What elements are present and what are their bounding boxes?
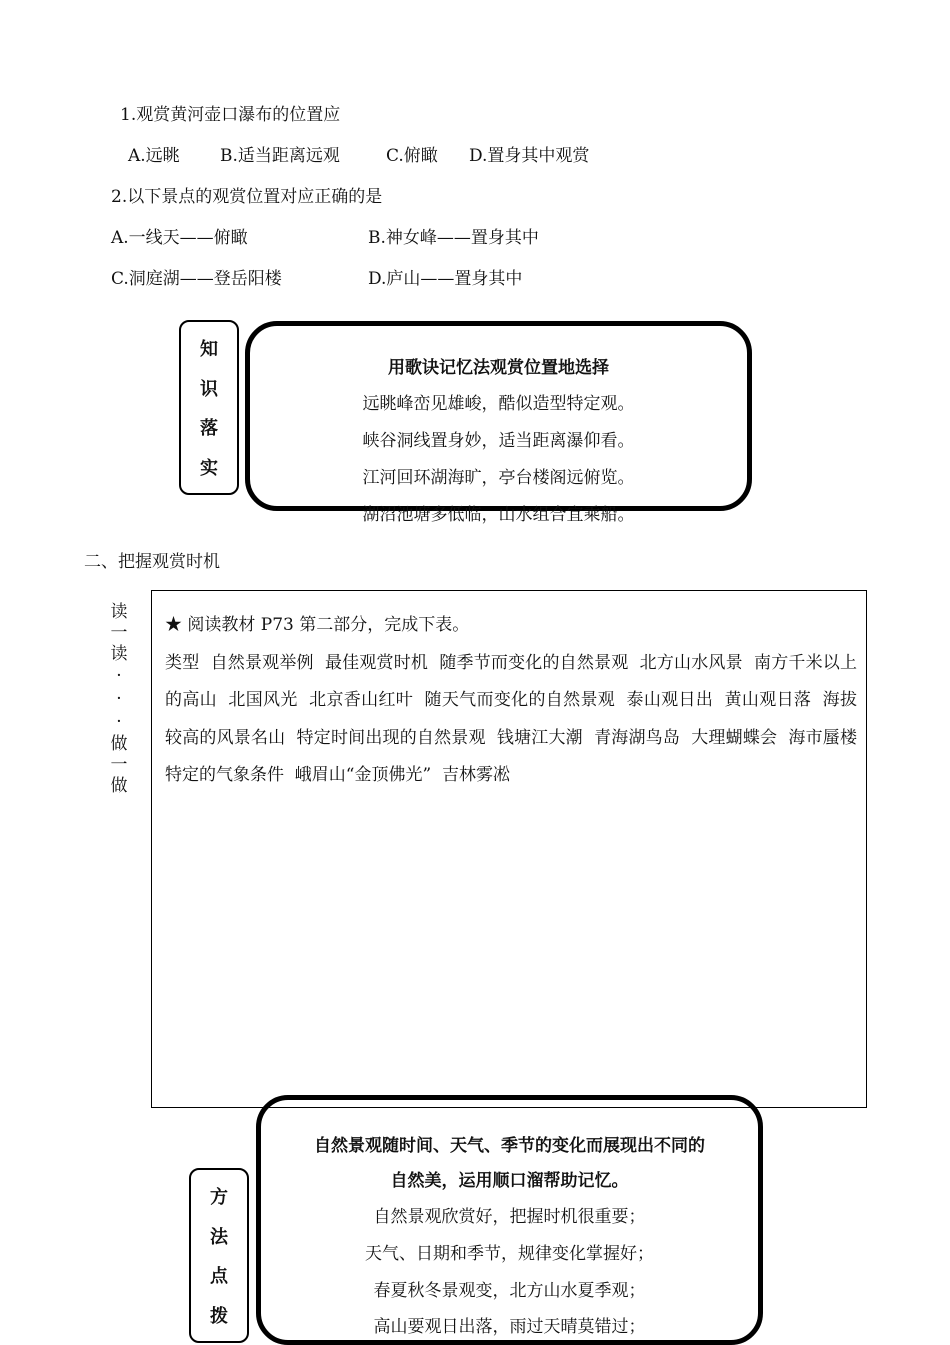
knowledge-tab-char: 实 bbox=[200, 458, 218, 480]
question-1-stem: 1.观赏黄河壶口瀑布的位置应 bbox=[120, 105, 341, 125]
side-label-char: 读 bbox=[110, 602, 128, 622]
method-line-3: 春夏秋冬景观变，北方山水夏季观； bbox=[373, 1281, 646, 1301]
knowledge-line-1: 远眺峰峦见雄峻，酷似造型特定观。 bbox=[362, 394, 635, 414]
section-2-heading: 二、把握观赏时机 bbox=[84, 552, 220, 572]
q2-option-d: D.庐山——置身其中 bbox=[368, 269, 523, 289]
read-instruction: ★ 阅读教材 P73 第二部分，完成下表。 bbox=[165, 615, 470, 635]
q2-options-row-1 bbox=[111, 223, 539, 248]
side-label-char: · bbox=[116, 689, 122, 709]
q1-option-a: A.远眺 bbox=[128, 146, 180, 166]
q2-options-row-2 bbox=[111, 264, 523, 289]
q2-option-c: C.洞庭湖——登岳阳楼 bbox=[111, 269, 282, 289]
method-tab-char: 拨 bbox=[210, 1306, 228, 1328]
knowledge-tab bbox=[179, 320, 239, 495]
method-tab bbox=[189, 1168, 249, 1343]
method-line-4: 高山要观日出落，雨过天晴莫错过； bbox=[373, 1317, 646, 1337]
side-label-char: 读 bbox=[110, 644, 128, 664]
read-content: 类型 自然景观举例 最佳观赏时机 随季节而变化的自然景观 北方山水风景 南方千米以上的高山 北国风光 北京香山红叶 随天气而变化的自然景观 泰山观日出 黄山观日落 海拔较高的风景名山 特定时间出现的自然景观 钱塘江大潮 青海湖鸟岛 大理蝴蝶会 海市蜃楼 特定的气象条件 峨眉山“金顶佛光” 吉林雾凇 bbox=[165, 652, 868, 785]
q1-option-d: D.置身其中观赏 bbox=[469, 146, 590, 166]
knowledge-title: 用歌诀记忆法观赏位置地选择 bbox=[388, 358, 609, 378]
method-tab-char: 方 bbox=[210, 1186, 228, 1208]
side-label-char: 做 bbox=[110, 776, 128, 796]
read-box-text bbox=[165, 607, 868, 795]
knowledge-line-2: 峡谷洞线置身妙，适当距离瀑仰看。 bbox=[362, 431, 635, 451]
knowledge-tab-char: 落 bbox=[200, 418, 218, 440]
knowledge-line-4: 湖沼池塘多低临，山水组合宜乘船。 bbox=[362, 505, 635, 525]
method-line-1: 自然景观欣赏好，把握时机很重要； bbox=[373, 1207, 646, 1227]
q1-option-b: B.适当距离远观 bbox=[220, 146, 340, 166]
q2-option-a: A.一线天——俯瞰 bbox=[111, 228, 248, 248]
side-label-char: · bbox=[116, 666, 122, 686]
q2-option-b: B.神女峰——置身其中 bbox=[368, 228, 539, 248]
knowledge-tab-char: 知 bbox=[200, 338, 218, 360]
side-label-char: 做 bbox=[110, 734, 128, 754]
method-title-line-1: 自然景观随时间、天气、季节的变化而展现出不同的 bbox=[314, 1136, 705, 1156]
side-label-char: 一 bbox=[110, 755, 128, 775]
read-do-side-label bbox=[108, 602, 130, 797]
question-1-options bbox=[128, 141, 589, 166]
method-line-2: 天气、日期和季节，规律变化掌握好； bbox=[365, 1244, 654, 1264]
knowledge-tab-char: 识 bbox=[200, 378, 218, 400]
method-title-line-2: 自然美，运用顺口溜帮助记忆。 bbox=[390, 1171, 629, 1191]
method-tab-char: 法 bbox=[210, 1226, 228, 1248]
question-2-stem: 2.以下景点的观赏位置对应正确的是 bbox=[111, 187, 383, 207]
q1-option-c: C.俯瞰 bbox=[386, 146, 438, 166]
side-label-char: 一 bbox=[110, 623, 128, 643]
side-label-char: · bbox=[116, 712, 122, 732]
knowledge-line-3: 江河回环湖海旷，亭台楼阁远俯览。 bbox=[362, 468, 635, 488]
method-tab-char: 点 bbox=[210, 1266, 228, 1288]
